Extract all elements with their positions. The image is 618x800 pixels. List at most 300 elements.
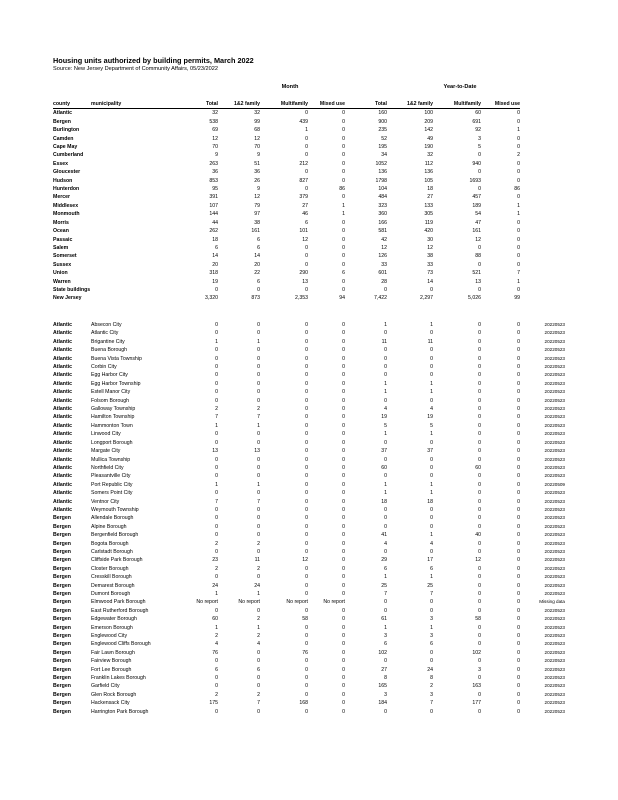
value-cell: 0 xyxy=(430,456,433,463)
value-cell: 38 xyxy=(254,219,260,226)
county-cell: Atlantic xyxy=(53,414,73,421)
value-cell: 9 xyxy=(215,152,218,159)
county-summary-row xyxy=(53,118,520,126)
county-summary-row xyxy=(53,202,520,210)
value-cell: 0 xyxy=(517,574,520,581)
value-cell: 13 xyxy=(212,448,218,455)
value-cell: 0 xyxy=(305,110,308,117)
value-cell: 0 xyxy=(215,473,218,480)
value-cell: 1693 xyxy=(469,177,481,184)
value-cell: 0 xyxy=(430,364,433,371)
report-date-cell: 20220523 xyxy=(544,389,565,395)
value-cell: 0 xyxy=(257,355,260,362)
value-cell: 0 xyxy=(342,194,345,201)
column-header-row xyxy=(53,100,520,109)
value-cell: 25 xyxy=(427,582,433,589)
municipality-row xyxy=(53,397,565,405)
col-header-county: county xyxy=(53,100,91,109)
county-cell: Atlantic xyxy=(53,448,73,455)
value-cell: 12 xyxy=(427,244,433,251)
value-cell: 136 xyxy=(378,169,387,176)
value-cell: 58 xyxy=(475,616,481,623)
value-cell: 0 xyxy=(215,330,218,337)
municipality-cell: Mullica Township xyxy=(91,456,131,463)
value-cell: 41 xyxy=(381,532,387,539)
value-cell: 873 xyxy=(251,295,260,302)
report-date-cell: 20220523 xyxy=(544,666,565,672)
value-cell: 1 xyxy=(430,322,433,328)
value-cell: 0 xyxy=(342,389,345,396)
municipality-cell: Buena Borough xyxy=(91,347,128,354)
value-cell: 0 xyxy=(342,683,345,690)
value-cell: 0 xyxy=(517,414,520,421)
value-cell: 0 xyxy=(215,364,218,371)
municipality-cell: Northfield City xyxy=(91,464,124,471)
value-cell: 0 xyxy=(257,397,260,404)
value-cell: 0 xyxy=(478,515,481,522)
value-cell: 0 xyxy=(517,236,520,243)
county-cell: Atlantic xyxy=(53,380,73,387)
value-cell: 0 xyxy=(257,456,260,463)
value-cell: 0 xyxy=(478,414,481,421)
value-cell: 0 xyxy=(517,498,520,505)
value-cell: 97 xyxy=(254,211,260,218)
value-cell: 0 xyxy=(257,490,260,497)
county-cell: Bergen xyxy=(53,683,71,690)
report-date-cell: 20220523 xyxy=(544,506,565,512)
value-cell: 0 xyxy=(342,700,345,707)
county-summary-row xyxy=(53,143,520,151)
value-cell: 6 xyxy=(342,270,345,277)
value-cell: 0 xyxy=(342,236,345,243)
value-cell: 4 xyxy=(430,406,433,413)
county-cell: Atlantic xyxy=(53,355,73,362)
value-cell: 37 xyxy=(381,448,387,455)
value-cell: 0 xyxy=(517,506,520,513)
value-cell: 0 xyxy=(384,708,387,715)
municipality-row xyxy=(53,439,565,447)
value-cell: 32 xyxy=(212,110,218,117)
value-cell: 0 xyxy=(517,675,520,682)
value-cell: 168 xyxy=(299,700,308,707)
municipality-cell: Hackensack City xyxy=(91,700,130,707)
value-cell: 1 xyxy=(215,422,218,429)
value-cell: 14 xyxy=(254,253,260,260)
value-cell: 1 xyxy=(257,338,260,345)
report-date-cell: 20220523 xyxy=(544,591,565,596)
value-cell: 0 xyxy=(517,540,520,547)
value-cell: 0 xyxy=(342,708,345,715)
report-date-cell: 20220523 xyxy=(544,431,565,437)
value-cell: No report xyxy=(196,599,218,606)
report-date-cell: 20220523 xyxy=(544,330,565,336)
value-cell: 1 xyxy=(517,211,520,218)
county-cell: Hunterdon xyxy=(53,186,80,193)
municipality-cell: Folsom Borough xyxy=(91,397,130,404)
value-cell: 0 xyxy=(478,473,481,480)
value-cell: 0 xyxy=(384,515,387,522)
value-cell: 0 xyxy=(478,406,481,413)
value-cell: 70 xyxy=(254,144,260,151)
value-cell: 5,026 xyxy=(468,295,481,302)
county-cell: Bergen xyxy=(53,557,71,564)
value-cell: 360 xyxy=(378,211,387,218)
value-cell: 0 xyxy=(478,380,481,387)
county-cell: Bergen xyxy=(53,624,71,631)
value-cell: 601 xyxy=(378,270,387,277)
county-cell: Bergen xyxy=(53,515,71,522)
value-cell: 0 xyxy=(342,641,345,648)
value-cell: 4 xyxy=(384,540,387,547)
report-date-cell: 20220523 xyxy=(544,473,565,479)
value-cell: 0 xyxy=(342,177,345,184)
value-cell: 0 xyxy=(517,389,520,396)
value-cell: 46 xyxy=(302,211,308,218)
value-cell: 18 xyxy=(381,498,387,505)
value-cell: 102 xyxy=(472,649,481,656)
value-cell: 0 xyxy=(215,523,218,530)
municipality-cell-empty xyxy=(91,227,178,235)
value-cell: 7 xyxy=(215,414,218,421)
municipality-row xyxy=(53,556,565,564)
value-cell: 0 xyxy=(305,330,308,337)
value-cell: 0 xyxy=(215,439,218,446)
value-cell: 0 xyxy=(478,322,481,328)
municipality-row xyxy=(53,573,565,581)
report-date-cell: 20220523 xyxy=(544,616,565,622)
value-cell: 49 xyxy=(427,135,433,142)
value-cell: 0 xyxy=(517,160,520,167)
value-cell: 0 xyxy=(305,448,308,455)
value-cell: 0 xyxy=(517,422,520,429)
county-cell: Bergen xyxy=(53,591,71,597)
county-summary-row xyxy=(53,151,520,159)
value-cell: 0 xyxy=(342,565,345,572)
value-cell: 13 xyxy=(475,278,481,285)
value-cell: 0 xyxy=(257,286,260,293)
value-cell: 0 xyxy=(305,414,308,421)
county-cell: Essex xyxy=(53,160,69,167)
value-cell: 1 xyxy=(430,389,433,396)
county-cell: Atlantic xyxy=(53,406,73,413)
county-cell: New Jersey xyxy=(53,295,82,302)
value-cell: 0 xyxy=(342,649,345,656)
value-cell: 1 xyxy=(257,422,260,429)
value-cell: 0 xyxy=(257,515,260,522)
value-cell: 19 xyxy=(381,414,387,421)
value-cell: 12 xyxy=(254,194,260,201)
value-cell: 100 xyxy=(424,110,433,117)
value-cell: 0 xyxy=(342,557,345,564)
value-cell: 0 xyxy=(342,406,345,413)
value-cell: 0 xyxy=(257,506,260,513)
value-cell: 0 xyxy=(342,110,345,117)
value-cell: 0 xyxy=(384,456,387,463)
value-cell: 0 xyxy=(305,641,308,648)
value-cell: 0 xyxy=(215,431,218,438)
value-cell: 99 xyxy=(514,295,520,302)
municipality-row xyxy=(53,582,565,590)
value-cell: 1 xyxy=(384,481,387,488)
value-cell: 23 xyxy=(212,557,218,564)
value-cell: 0 xyxy=(517,439,520,446)
value-cell: 18 xyxy=(427,186,433,193)
county-cell: Bergen xyxy=(53,708,71,715)
municipality-cell-empty xyxy=(91,193,178,201)
municipality-cell: Galloway Township xyxy=(91,406,136,413)
municipality-cell-empty xyxy=(91,177,178,185)
municipality-cell: Bergenfield Borough xyxy=(91,532,139,539)
value-cell: 0 xyxy=(517,523,520,530)
value-cell: 0 xyxy=(342,481,345,488)
value-cell: 305 xyxy=(424,211,433,218)
municipality-row xyxy=(53,489,565,497)
value-cell: 0 xyxy=(384,506,387,513)
value-cell: 105 xyxy=(424,177,433,184)
value-cell: 0 xyxy=(305,261,308,268)
value-cell: 262 xyxy=(209,228,218,235)
value-cell: 0 xyxy=(517,110,520,117)
report-date-cell: 20220523 xyxy=(544,700,565,706)
value-cell: 86 xyxy=(514,186,520,193)
report-date-cell: 20220523 xyxy=(544,691,565,697)
value-cell: 0 xyxy=(517,624,520,631)
value-cell: 1 xyxy=(430,624,433,631)
county-cell: Atlantic xyxy=(53,389,73,396)
value-cell: 0 xyxy=(305,439,308,446)
county-cell: Atlantic xyxy=(53,422,73,429)
value-cell: 0 xyxy=(430,439,433,446)
value-cell: 0 xyxy=(478,506,481,513)
county-cell: Atlantic xyxy=(53,330,73,337)
value-cell: 0 xyxy=(517,582,520,589)
value-cell: 0 xyxy=(430,548,433,555)
value-cell: 5 xyxy=(384,422,387,429)
value-cell: 0 xyxy=(257,372,260,379)
value-cell: 0 xyxy=(257,708,260,715)
municipality-cell: Buena Vista Township xyxy=(91,355,142,362)
value-cell: 0 xyxy=(517,565,520,572)
value-cell: 0 xyxy=(478,389,481,396)
value-cell: 2 xyxy=(257,633,260,640)
value-cell: 4 xyxy=(257,641,260,648)
value-cell: 0 xyxy=(342,372,345,379)
value-cell: 0 xyxy=(342,127,345,134)
value-cell: 7 xyxy=(257,700,260,707)
value-cell: 70 xyxy=(212,144,218,151)
value-cell: 6 xyxy=(257,236,260,243)
municipality-cell: Elmwood Park Borough xyxy=(91,599,146,606)
value-cell: 581 xyxy=(378,228,387,235)
value-cell: 0 xyxy=(305,633,308,640)
value-cell: 1 xyxy=(342,211,345,218)
municipality-cell-empty xyxy=(91,219,178,227)
report-date-cell: 20220523 xyxy=(544,548,565,554)
value-cell: 1 xyxy=(384,389,387,396)
value-cell: 0 xyxy=(478,431,481,438)
municipality-cell: Cliffside Park Borough xyxy=(91,557,143,564)
value-cell: 3 xyxy=(384,633,387,640)
value-cell: 0 xyxy=(342,338,345,345)
value-cell: 0 xyxy=(305,144,308,151)
value-cell: 76 xyxy=(302,649,308,656)
value-cell: 11 xyxy=(427,338,433,345)
county-summary-row xyxy=(53,294,520,302)
county-cell: Bergen xyxy=(53,574,71,581)
value-cell: 0 xyxy=(384,523,387,530)
municipality-cell: Glen Rock Borough xyxy=(91,691,137,698)
value-cell: 99 xyxy=(254,118,260,125)
value-cell: 1 xyxy=(430,380,433,387)
municipality-cell: Allendale Borough xyxy=(91,515,134,522)
county-cell: Bergen xyxy=(53,532,71,539)
value-cell: 0 xyxy=(305,666,308,673)
value-cell: 0 xyxy=(478,286,481,293)
municipality-row xyxy=(53,691,565,699)
municipality-row xyxy=(53,355,565,363)
value-cell: 0 xyxy=(517,473,520,480)
value-cell: 7 xyxy=(430,591,433,597)
value-cell: 1 xyxy=(384,431,387,438)
value-cell: 7 xyxy=(257,498,260,505)
value-cell: 0 xyxy=(305,498,308,505)
value-cell: 0 xyxy=(305,380,308,387)
value-cell: 0 xyxy=(215,380,218,387)
municipality-cell-empty xyxy=(91,278,178,286)
county-cell: Atlantic xyxy=(53,464,73,471)
county-cell: Passaic xyxy=(53,236,73,243)
value-cell: 1 xyxy=(215,591,218,597)
value-cell: 79 xyxy=(254,202,260,209)
value-cell: 0 xyxy=(384,473,387,480)
municipality-row xyxy=(53,540,565,548)
county-summary-row xyxy=(53,261,520,269)
value-cell: 144 xyxy=(209,211,218,218)
value-cell: 0 xyxy=(517,658,520,665)
municipality-cell: Dumont Borough xyxy=(91,591,131,597)
report-date-cell: 20220523 xyxy=(544,355,565,361)
municipality-cell-empty xyxy=(91,269,178,277)
month-group-header: Month xyxy=(281,84,299,90)
report-date-cell: 20220509 xyxy=(544,481,565,487)
value-cell: 1 xyxy=(430,481,433,488)
value-cell: 0 xyxy=(517,633,520,640)
value-cell: 33 xyxy=(427,261,433,268)
county-cell: Atlantic xyxy=(53,456,73,463)
value-cell: 0 xyxy=(478,599,481,606)
value-cell: 0 xyxy=(305,406,308,413)
county-cell: Monmouth xyxy=(53,211,80,218)
value-cell: 0 xyxy=(342,347,345,354)
county-cell: Bergen xyxy=(53,548,71,555)
value-cell: 0 xyxy=(384,355,387,362)
value-cell: No report xyxy=(238,599,260,606)
value-cell: 0 xyxy=(342,244,345,251)
value-cell: 7 xyxy=(430,700,433,707)
value-cell: 0 xyxy=(517,118,520,125)
county-cell: Hudson xyxy=(53,177,73,184)
value-cell: 0 xyxy=(517,431,520,438)
value-cell: 0 xyxy=(342,464,345,471)
municipality-row xyxy=(53,615,565,623)
county-summary-row xyxy=(53,109,520,118)
col-header-month-total: Total xyxy=(178,100,218,109)
value-cell: 1052 xyxy=(375,160,387,167)
value-cell: 0 xyxy=(305,473,308,480)
municipality-cell: Carlstadt Borough xyxy=(91,548,133,555)
municipality-cell: Demarest Borough xyxy=(91,582,135,589)
value-cell: 0 xyxy=(215,347,218,354)
municipality-cell: Alpine Borough xyxy=(91,523,127,530)
county-cell: Atlantic xyxy=(53,397,73,404)
value-cell: 0 xyxy=(342,169,345,176)
col-header-month-1-2-family: 1&2 family xyxy=(218,100,260,109)
municipality-cell: Linwood City xyxy=(91,431,121,438)
value-cell: 86 xyxy=(339,186,345,193)
municipality-row xyxy=(53,565,565,573)
value-cell: 0 xyxy=(478,582,481,589)
county-cell: Atlantic xyxy=(53,322,73,328)
county-summary-row xyxy=(53,160,520,168)
municipality-row xyxy=(53,464,565,472)
municipality-cell-empty xyxy=(91,118,178,126)
county-cell: Bergen xyxy=(53,565,71,572)
value-cell: 60 xyxy=(475,110,481,117)
value-cell: No report xyxy=(286,599,308,606)
value-cell: 521 xyxy=(472,270,481,277)
municipality-cell: Weymouth Township xyxy=(91,506,139,513)
value-cell: 0 xyxy=(478,152,481,159)
county-cell: Bergen xyxy=(53,582,71,589)
value-cell: 8 xyxy=(384,675,387,682)
municipality-row xyxy=(53,548,565,556)
value-cell: 323 xyxy=(378,202,387,209)
value-cell: 0 xyxy=(257,607,260,614)
value-cell: 0 xyxy=(384,286,387,293)
municipality-cell: Garfield City xyxy=(91,683,120,690)
value-cell: 457 xyxy=(472,194,481,201)
value-cell: 0 xyxy=(305,515,308,522)
value-cell: 0 xyxy=(342,633,345,640)
value-cell: 0 xyxy=(517,364,520,371)
county-cell: Atlantic xyxy=(53,506,73,513)
report-date-cell: 20220523 xyxy=(544,406,565,412)
value-cell: 0 xyxy=(342,515,345,522)
value-cell: 212 xyxy=(299,160,308,167)
municipality-cell: Egg Harbor City xyxy=(91,372,128,379)
value-cell: 0 xyxy=(478,448,481,455)
value-cell: 0 xyxy=(257,532,260,539)
value-cell: 0 xyxy=(257,389,260,396)
municipality-cell: Margate City xyxy=(91,448,121,455)
municipality-cell: Englewood Cliffs Borough xyxy=(91,641,151,648)
value-cell: 0 xyxy=(384,599,387,606)
value-cell: 263 xyxy=(209,160,218,167)
county-cell: Atlantic xyxy=(53,490,73,497)
value-cell: 0 xyxy=(384,607,387,614)
value-cell: 0 xyxy=(215,286,218,293)
value-cell: 4 xyxy=(384,406,387,413)
county-summary-row xyxy=(53,126,520,134)
municipality-row xyxy=(53,708,565,716)
value-cell: 0 xyxy=(517,177,520,184)
value-cell: 119 xyxy=(424,219,433,226)
county-summary-row xyxy=(53,135,520,143)
value-cell: 290 xyxy=(299,270,308,277)
municipality-row xyxy=(53,338,565,346)
value-cell: 4 xyxy=(430,540,433,547)
value-cell: 0 xyxy=(342,397,345,404)
